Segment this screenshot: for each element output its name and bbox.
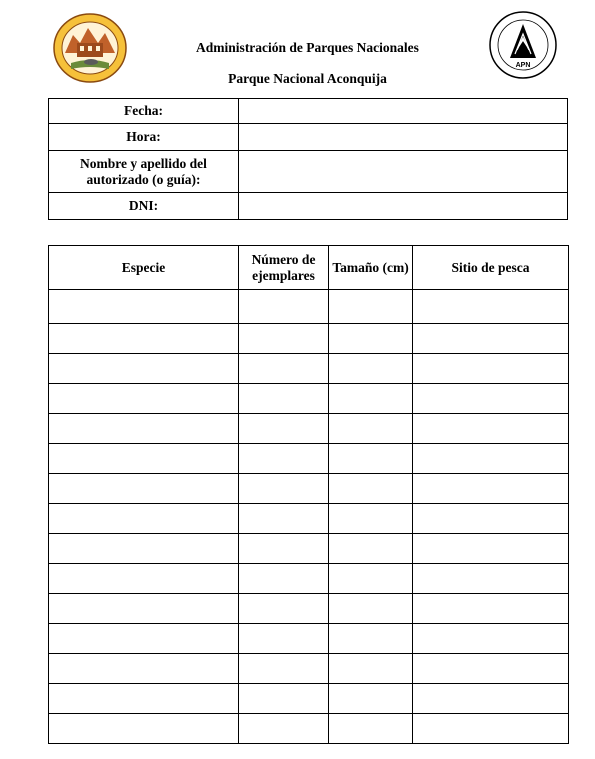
cell-numero[interactable] — [239, 354, 329, 384]
apn-badge: APN — [515, 62, 531, 69]
cell-sitio[interactable] — [413, 504, 569, 534]
cell-sitio[interactable] — [413, 684, 569, 714]
cell-especie[interactable] — [49, 594, 239, 624]
catch-table — [48, 245, 569, 744]
cell-tamano[interactable] — [329, 564, 413, 594]
table-row — [49, 354, 569, 384]
cell-tamano[interactable] — [329, 444, 413, 474]
col-header-numero: Número de ejemplares — [239, 246, 329, 290]
catch-header-row — [49, 246, 569, 290]
table-row — [49, 324, 569, 354]
cell-especie[interactable] — [49, 384, 239, 414]
cell-numero[interactable] — [239, 384, 329, 414]
cell-sitio[interactable] — [413, 594, 569, 624]
cell-especie[interactable] — [49, 564, 239, 594]
cell-especie[interactable] — [49, 354, 239, 384]
cell-tamano[interactable] — [329, 714, 413, 744]
cell-especie[interactable] — [49, 474, 239, 504]
cell-tamano[interactable] — [329, 474, 413, 504]
info-label-dni: DNI: — [49, 193, 239, 220]
info-value-nombre[interactable] — [239, 151, 568, 193]
cell-numero[interactable] — [239, 290, 329, 324]
cell-especie[interactable] — [49, 714, 239, 744]
table-row — [49, 654, 569, 684]
info-row-fecha — [49, 99, 568, 124]
info-value-dni[interactable] — [239, 193, 568, 220]
header-title: Administración de Parques Nacionales — [196, 40, 419, 55]
cell-especie[interactable] — [49, 444, 239, 474]
table-row — [49, 684, 569, 714]
cell-especie[interactable] — [49, 624, 239, 654]
cell-numero[interactable] — [239, 414, 329, 444]
cell-numero[interactable] — [239, 624, 329, 654]
info-label-nombre: Nombre y apellido del autorizado (o guía): — [49, 151, 239, 193]
cell-sitio[interactable] — [413, 324, 569, 354]
cell-tamano[interactable] — [329, 290, 413, 324]
table-row — [49, 290, 569, 324]
col-header-especie: Especie — [49, 246, 239, 290]
cell-sitio[interactable] — [413, 384, 569, 414]
cell-numero[interactable] — [239, 504, 329, 534]
cell-numero[interactable] — [239, 594, 329, 624]
cell-numero[interactable] — [239, 714, 329, 744]
cell-especie[interactable] — [49, 654, 239, 684]
cell-especie[interactable] — [49, 414, 239, 444]
table-row — [49, 624, 569, 654]
info-label-fecha: Fecha: — [49, 99, 239, 124]
cell-sitio[interactable] — [413, 414, 569, 444]
cell-sitio[interactable] — [413, 654, 569, 684]
cell-tamano[interactable] — [329, 534, 413, 564]
table-row — [49, 474, 569, 504]
table-row — [49, 414, 569, 444]
table-row — [49, 564, 569, 594]
cell-numero[interactable] — [239, 474, 329, 504]
cell-sitio[interactable] — [413, 534, 569, 564]
info-table — [48, 98, 568, 220]
table-row — [49, 594, 569, 624]
header-subtitle: Parque Nacional Aconquija — [228, 71, 387, 86]
col-header-tamano: Tamaño (cm) — [329, 246, 413, 290]
col-header-sitio: Sitio de pesca — [413, 246, 569, 290]
cell-sitio[interactable] — [413, 624, 569, 654]
cell-sitio[interactable] — [413, 714, 569, 744]
cell-numero[interactable] — [239, 534, 329, 564]
cell-tamano[interactable] — [329, 594, 413, 624]
cell-sitio[interactable] — [413, 290, 569, 324]
cell-sitio[interactable] — [413, 474, 569, 504]
cell-especie[interactable] — [49, 324, 239, 354]
cell-sitio[interactable] — [413, 564, 569, 594]
cell-tamano[interactable] — [329, 504, 413, 534]
cell-numero[interactable] — [239, 324, 329, 354]
cell-tamano[interactable] — [329, 654, 413, 684]
table-row — [49, 504, 569, 534]
info-value-fecha[interactable] — [239, 99, 568, 124]
cell-sitio[interactable] — [413, 444, 569, 474]
cell-tamano[interactable] — [329, 684, 413, 714]
cell-especie[interactable] — [49, 290, 239, 324]
info-label-hora: Hora: — [49, 124, 239, 151]
cell-tamano[interactable] — [329, 624, 413, 654]
cell-sitio[interactable] — [413, 354, 569, 384]
cell-tamano[interactable] — [329, 354, 413, 384]
table-row — [49, 714, 569, 744]
cell-numero[interactable] — [239, 444, 329, 474]
info-row-nombre — [49, 151, 568, 193]
cell-especie[interactable] — [49, 534, 239, 564]
cell-tamano[interactable] — [329, 384, 413, 414]
table-row — [49, 384, 569, 414]
cell-tamano[interactable] — [329, 324, 413, 354]
info-row-hora — [49, 124, 568, 151]
cell-tamano[interactable] — [329, 414, 413, 444]
info-value-hora[interactable] — [239, 124, 568, 151]
cell-numero[interactable] — [239, 564, 329, 594]
cell-especie[interactable] — [49, 504, 239, 534]
info-row-dni — [49, 193, 568, 220]
table-row — [49, 444, 569, 474]
cell-especie[interactable] — [49, 684, 239, 714]
table-row — [49, 534, 569, 564]
cell-numero[interactable] — [239, 684, 329, 714]
cell-numero[interactable] — [239, 654, 329, 684]
